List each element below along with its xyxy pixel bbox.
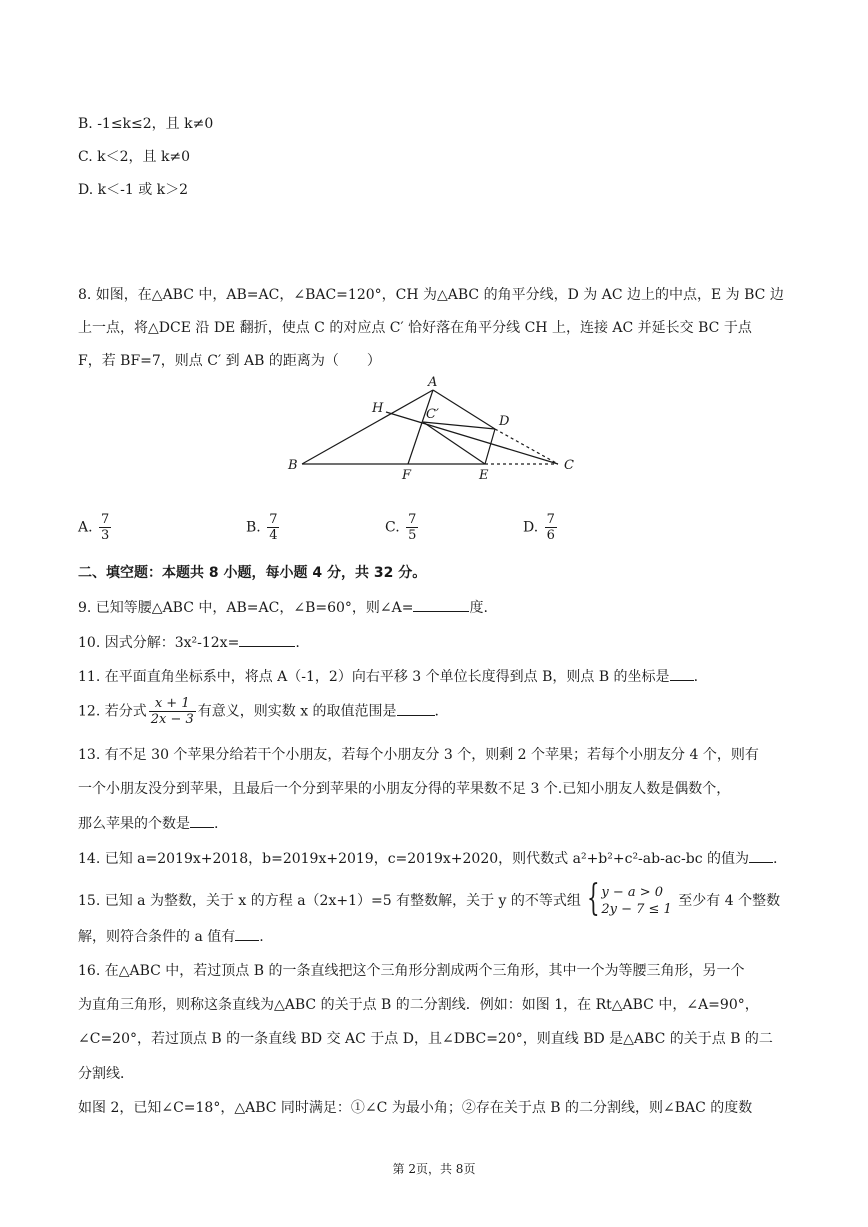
option-fraction: $\frac{7}{4}$ [269, 512, 278, 543]
option-letter: A. [78, 519, 93, 536]
segment-CpD [423, 422, 495, 429]
q16-line1: 16. 在△ABC 中，若过顶点 B 的一条直线把这个三角形分割成两个三角形，其中一个为等腰三角形，另一个 [78, 963, 745, 979]
q12-answer-blank[interactable] [397, 701, 435, 716]
q9-answer-blank[interactable] [413, 597, 469, 612]
q15-inequality-system: { y − a > 0 2y − 7 ≤ 1 [587, 878, 672, 919]
q16-line3: ∠C=20°，若过顶点 B 的一条直线 BD 交 AC 于点 D，且∠DBC=20°，则直线 BD 是△ABC 的关于点 B 的二 [78, 1031, 773, 1047]
q8-option-d[interactable] [523, 512, 559, 543]
segment-HC [386, 412, 558, 464]
option-letter: D. [523, 519, 539, 536]
option-fraction: $\frac{7}{3}$ [101, 512, 110, 543]
q8-figure [280, 372, 590, 482]
q12-fraction: $\frac{x + 1}{2x - 3}$ [150, 696, 194, 727]
option-c-prev: C. k＜2，且 k≠0 [78, 149, 191, 165]
option-letter: C. [385, 519, 400, 536]
segment-BA [302, 390, 433, 464]
q8-option-b[interactable] [246, 512, 281, 543]
q10: 10. 因式分解：3x²-12x= . [78, 632, 300, 653]
q16-line5: 如图 2，已知∠C=18°，△ABC 同时满足：①∠C 为最小角；②存在关于点 B 的二分割线，则∠BAC 的度数 [78, 1100, 753, 1116]
q13-line2: 一个小朋友没分到苹果，且最后一个分到苹果的小朋友分得的苹果数不足 3 个.已知小朋友人数是偶数个， [78, 781, 731, 797]
q13-line3: 那么苹果的个数是 . [78, 813, 218, 834]
q16-line4: 分割线． [78, 1066, 134, 1082]
q12: 12. 若分式 $\frac{x + 1}{2x - 3}$ 有意义，则实数 x 的取值范围是 . [78, 696, 439, 727]
segment-DE [485, 429, 495, 464]
label-B: B [288, 458, 298, 473]
option-b-prev: B. -1≤k≤2，且 k≠0 [78, 116, 214, 132]
q13-line1: 13. 有不足 30 个苹果分给若干个小朋友，若每个小朋友分 3 个，则剩 2 个苹果；若每个小朋友分 4 个，则有 [78, 747, 759, 763]
q8-line3: F，若 BF=7，则点 C′ 到 AB 的距离为（ ） [78, 353, 381, 369]
label-Cp: C′ [426, 407, 439, 422]
option-fraction: $\frac{7}{6}$ [546, 512, 555, 543]
segment-AF [408, 390, 433, 464]
option-d-prev: D. k＜-1 或 k＞2 [78, 182, 189, 198]
q16-line2: 为直角三角形，则称这条直线为△ABC 的关于点 B 的二分割线．例如：如图 1，在 Rt△ABC 中，∠A=90°， [78, 997, 759, 1013]
q14-answer-blank[interactable] [749, 848, 773, 863]
q15-line1: 15. 已知 a 为整数，关于 x 的方程 a（2x+1）=5 有整数解，关于 y 的不等式组 { y − a > 0 2y − 7 ≤ 1 至少有 4 个整数 [78, 878, 781, 919]
q13-answer-blank[interactable] [190, 813, 214, 828]
label-A: A [428, 375, 438, 390]
segment-CpE [423, 422, 485, 464]
q9: 9. 已知等腰△ABC 中，AB=AC，∠B=60°，则∠A= 度. [78, 597, 488, 618]
label-E: E [479, 468, 489, 482]
label-F: F [402, 468, 412, 482]
option-fraction: $\frac{7}{5}$ [408, 512, 417, 543]
q15-answer-blank[interactable] [235, 926, 259, 941]
segment-AD [433, 390, 495, 429]
q10-answer-blank[interactable] [239, 632, 295, 647]
section-title-fill-in: 二、填空题：本题共 8 小题，每小题 4 分，共 32 分。 [78, 565, 427, 581]
q14: 14. 已知 a=2019x+2018，b=2019x+2019，c=2019x+2020，则代数式 a²+b²+c²-ab-ac-bc 的值为 . [78, 848, 777, 869]
q11: 11. 在平面直角坐标系中，将点 A（-1，2）向右平移 3 个单位长度得到点 B，则点 B 的坐标是 . [78, 666, 698, 687]
label-C: C [564, 458, 574, 473]
q8-line1: 8. 如图，在△ABC 中，AB=AC，∠BAC=120°，CH 为△ABC 的角平分线，D 为 AC 边上的中点，E 为 BC 边 [78, 287, 784, 303]
q8-option-a[interactable] [78, 512, 113, 543]
q8-option-c[interactable] [385, 512, 420, 543]
q8-line2: 上一点，将△DCE 沿 DE 翻折，使点 C 的对应点 C′ 恰好落在角平分线 CH 上，连接 AC 并延长交 BC 于点 [78, 320, 752, 336]
q15-line2: 解，则符合条件的 a 值有 . [78, 926, 264, 947]
dashed-DC [495, 429, 558, 464]
label-H: H [372, 401, 384, 416]
option-letter: B. [246, 519, 261, 536]
page-footer: 第 2页，共 8页 [392, 1162, 476, 1176]
label-D: D [499, 414, 510, 429]
q11-answer-blank[interactable] [670, 666, 694, 681]
